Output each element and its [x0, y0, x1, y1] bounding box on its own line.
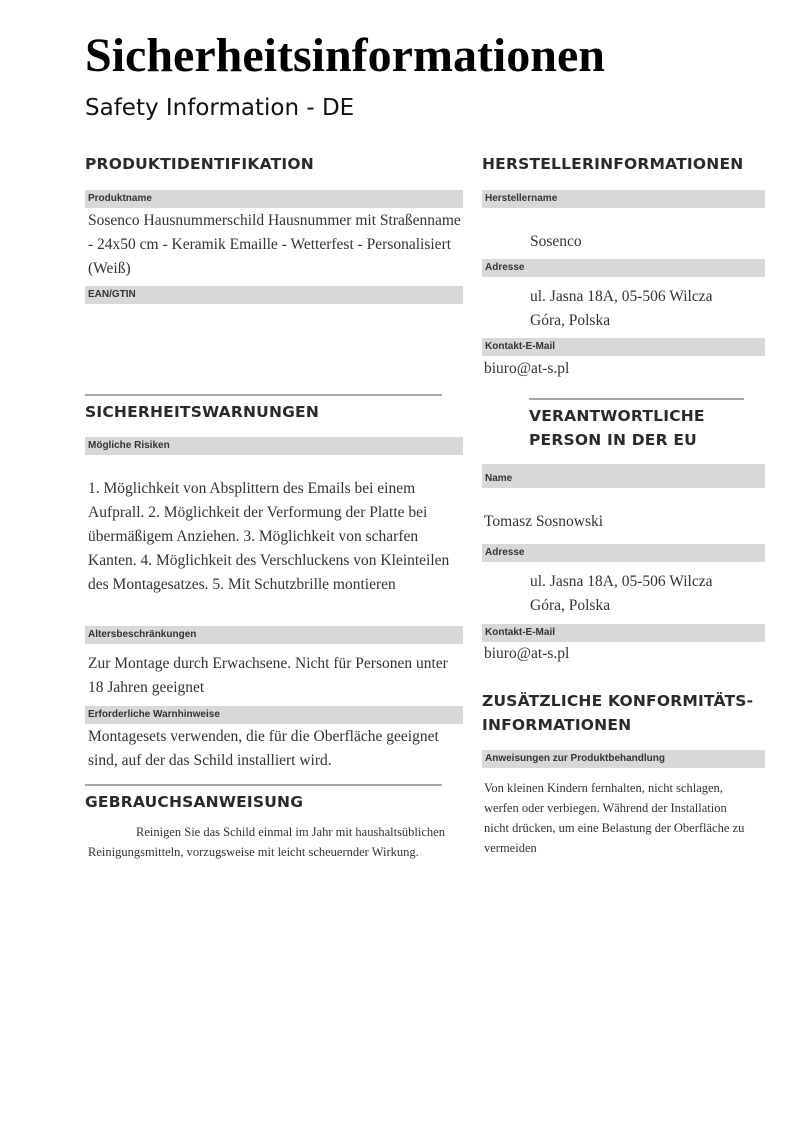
safety-warnings-heading: SICHERHEITSWARNUNGEN [85, 403, 320, 421]
product-identification-heading: PRODUKTIDENTIFIKATION [85, 155, 314, 173]
eu-person-name-value: Tomasz Sosnowski [484, 513, 604, 530]
usage-instructions-heading: GEBRAUCHSANWEISUNG [85, 793, 304, 811]
handling-instructions-value: Von kleinen Kindern fernhalten, nicht schlagen, werfen oder verbiegen. Während der Installation nicht drücken, um eine Belastung der Oberfläche zu vermeiden [484, 781, 745, 855]
product-name-value: Sosenco Hausnummerschild Hausnummer mit Straßenname - 24x50 cm - Keramik Emaille - Wetterfest - Personalisiert (Weiß) [88, 212, 461, 277]
manufacturer-email-value: biuro@at-s.pl [484, 360, 570, 377]
age-restrictions-label: Altersbeschränkungen [85, 626, 463, 644]
eu-person-email-label: Kontakt-E-Mail [482, 624, 765, 642]
section-divider [85, 394, 442, 396]
manufacturer-address-value: ul. Jasna 18A, 05-506 Wilcza Góra, Polska [530, 288, 713, 329]
risks-label: Mögliche Risiken [85, 437, 463, 455]
eu-person-name-label: Name [482, 464, 765, 488]
ean-gtin-label: EAN/GTIN [85, 286, 463, 304]
required-warnings-label: Erforderliche Warnhinweise [85, 706, 463, 724]
section-divider [85, 784, 442, 786]
manufacturer-heading: HERSTELLERINFORMATIONEN [482, 155, 744, 173]
page-title: Sicherheitsinformationen [85, 29, 605, 82]
risks-value: 1. Möglichkeit von Absplittern des Emails bei einem Aufprall. 2. Möglichkeit der Verformung der Platte bei übermäßigem Anziehen. 3. Möglichkeit von scharfen Kanten. 4. Möglichkeit des Verschluckens von Kleinteilen des Montagesatzes. 5. Mit Schutzbrille montieren [88, 480, 450, 593]
handling-instructions-label: Anweisungen zur Produktbehandlung [482, 750, 765, 768]
eu-person-email-value: biuro@at-s.pl [484, 645, 570, 662]
eu-person-address-value: ul. Jasna 18A, 05-506 Wilcza Góra, Polska [530, 573, 713, 614]
usage-instructions-text: Reinigen Sie das Schild einmal im Jahr mit haushaltsüblichen Reinigungsmitteln, vorzugsweise mit leicht scheuernder Wirkung. [88, 825, 445, 859]
eu-person-address-label: Adresse [482, 544, 765, 562]
age-restrictions-value: Zur Montage durch Erwachsene. Nicht für Personen unter 18 Jahren geeignet [88, 655, 448, 696]
manufacturer-email-label: Kontakt-E-Mail [482, 338, 765, 356]
manufacturer-address-label: Adresse [482, 259, 765, 277]
section-divider [529, 398, 744, 400]
manufacturer-name-label: Herstellername [482, 190, 765, 208]
eu-responsible-heading: VERANTWORTLICHE PERSON IN DER EU [529, 407, 705, 449]
required-warnings-value: Montagesets verwenden, die für die Oberfläche geeignet sind, auf der das Schild installiert wird. [88, 728, 439, 769]
manufacturer-name-value: Sosenco [530, 233, 582, 250]
product-name-label: Produktname [85, 190, 463, 208]
page-subtitle: Safety Information - DE [85, 95, 355, 121]
compliance-heading: ZUSÄTZLICHE KONFORMITÄTS-INFORMATIONEN [482, 692, 754, 734]
